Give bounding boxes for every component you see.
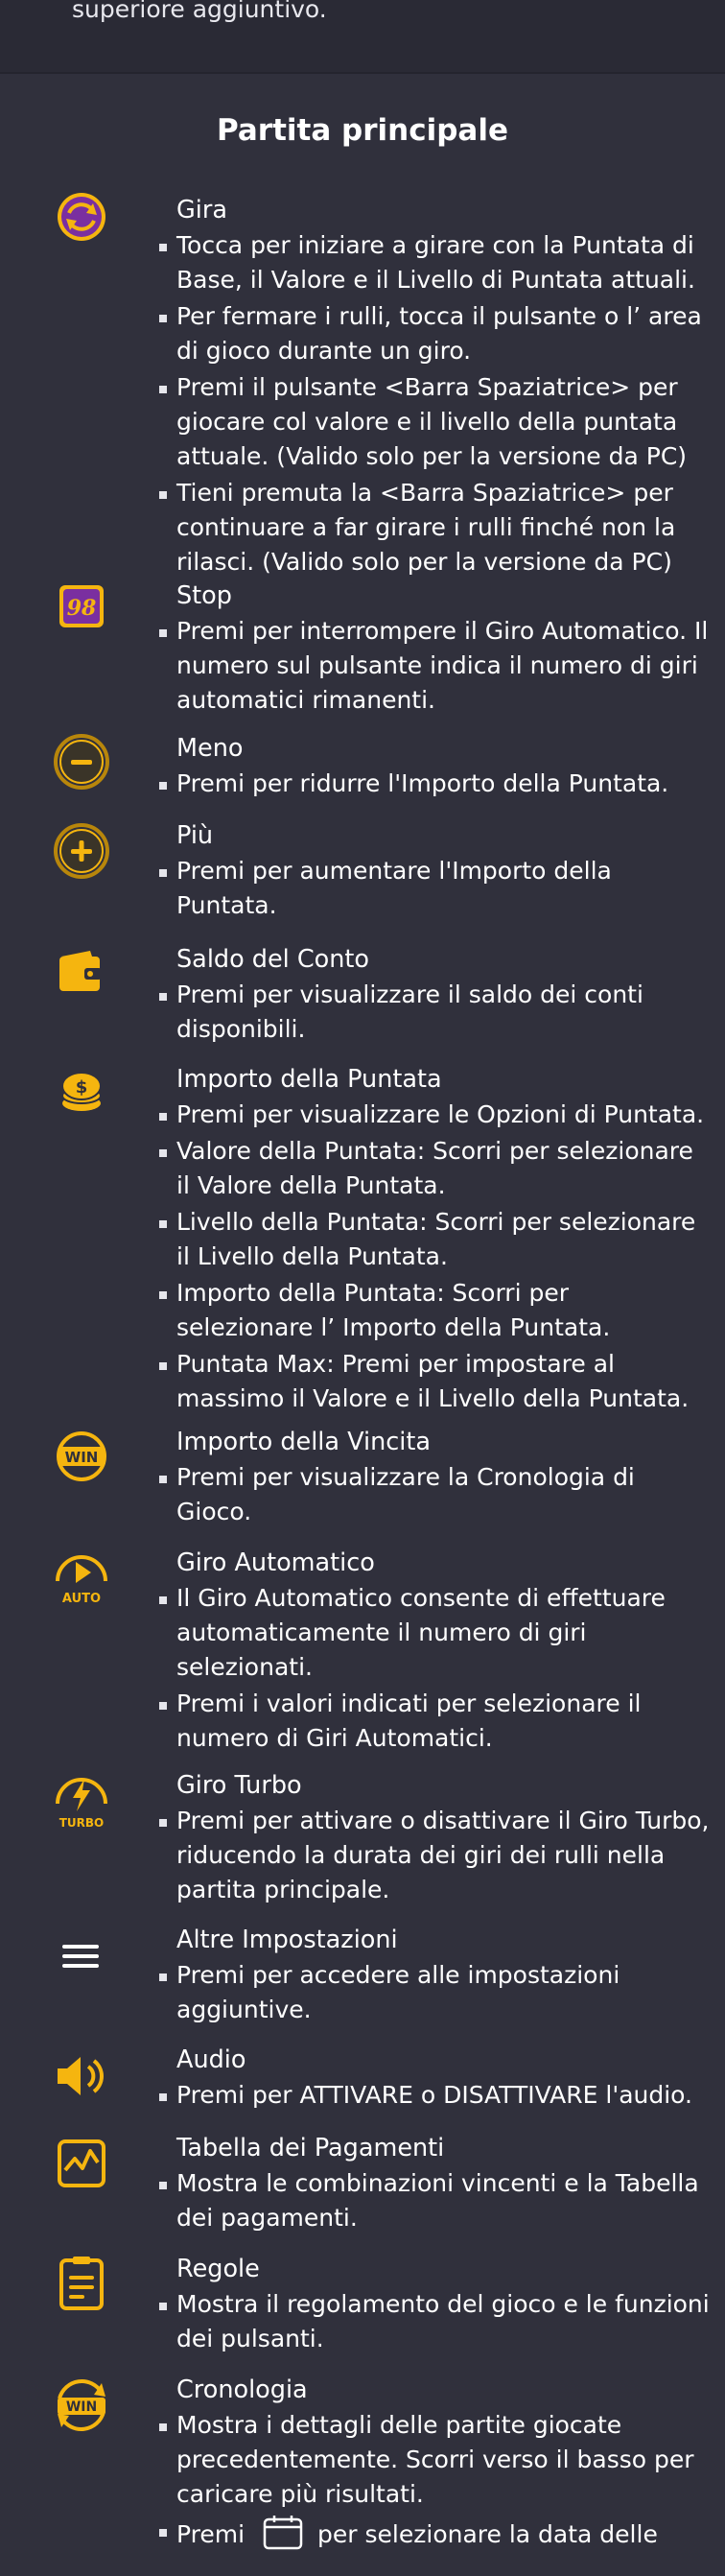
bullet: Premi per interrompere il Giro Automatico. Il numero sul pulsante indica il numero di giri automatici rimanenti. [176, 614, 710, 718]
stop-counter-label: 98 [66, 596, 97, 621]
bullet: Premi per ATTIVARE o DISATTIVARE l'audio. [176, 2078, 710, 2113]
entry-name: Altre Impostazioni [176, 1926, 398, 1954]
paytable-icon [48, 2130, 115, 2197]
win-label: WIN [64, 1449, 99, 1466]
bullet-calendar [176, 2514, 710, 2552]
bullet: Premi per ridurre l'Importo della Puntata. [176, 767, 710, 801]
bullet: Premi per visualizzare il saldo dei conti disponibili. [176, 978, 710, 1047]
bullet: Mostra le combinazioni vincenti e la Tabella dei pagamenti. [176, 2166, 710, 2235]
bullet: Premi per attivare o disattivare il Giro Turbo, riducendo la durata dei giri dei rulli nella partita principale. [176, 1804, 710, 1907]
autoplay-icon [48, 1545, 115, 1612]
entry-name: Cronologia [176, 2375, 308, 2404]
wallet-icon [48, 941, 115, 1008]
plus-icon [48, 817, 115, 885]
bullet: Livello della Puntata: Scorri per selezionare il Livello della Puntata. [176, 1205, 710, 1274]
speaker-icon [48, 2042, 115, 2109]
minus-icon [48, 730, 115, 797]
entry-name: Giro Turbo [176, 1771, 302, 1800]
spin-icon [48, 192, 115, 259]
history-win-label: WIN [65, 2399, 98, 2415]
entry-name: Meno [176, 734, 244, 763]
bullet: Premi il pulsante <Barra Spaziatrice> per giocare col valore e il livello della puntata attuale. (Valido solo per la versione da PC) [176, 370, 710, 474]
auto-label: AUTO [61, 1592, 102, 1606]
entry-name: Importo della Vincita [176, 1428, 431, 1456]
coins-icon [48, 1061, 115, 1128]
history-icon [48, 2372, 115, 2439]
bullet: Valore della Puntata: Scorri per selezionare il Valore della Puntata. [176, 1134, 710, 1203]
bullet: Puntata Max: Premi per impostare al massimo il Valore e il Livello della Puntata. [176, 1347, 710, 1416]
bullet: Tocca per iniziare a girare con la Puntata di Base, il Valore e il Livello di Puntata attuali. [176, 228, 710, 297]
bullet: Tieni premuta la <Barra Spaziatrice> per continuare a far girare i rulli finché non la rilasci. (Valido solo per la versione da PC) [176, 476, 710, 579]
win-icon [48, 1424, 115, 1491]
entry-name: Importo della Puntata [176, 1065, 442, 1094]
calendar-icon [262, 2514, 304, 2550]
entry-name: Gira [176, 196, 227, 225]
bullet: Mostra il regolamento del gioco e le funzioni dei pulsanti. [176, 2287, 710, 2356]
bullet: Importo della Puntata: Scorri per selezionare l’ Importo della Puntata. [176, 1276, 710, 1345]
section-title: Partita principale [216, 113, 508, 148]
calendar-bullet-before: Premi [176, 2520, 246, 2548]
bullet: Premi per visualizzare la Cronologia di Gioco. [176, 1460, 710, 1529]
bullet: Premi i valori indicati per selezionare il numero di Giri Automatici. [176, 1687, 710, 1756]
entry-name: Più [176, 821, 214, 850]
turbo-icon [48, 1767, 115, 1834]
menu-icon [48, 1922, 115, 1989]
stop-counter-icon [48, 578, 115, 645]
entry-name: Giro Automatico [176, 1548, 375, 1577]
bullet: Mostra i dettagli delle partite giocate precedentemente. Scorri verso il basso per caricare più risultati. [176, 2408, 710, 2512]
entry-name: Saldo del Conto [176, 945, 370, 974]
entry-name: Tabella dei Pagamenti [176, 2134, 445, 2162]
turbo-label: TURBO [58, 1816, 105, 1830]
bullet: Premi per visualizzare le Opzioni di Puntata. [176, 1098, 710, 1132]
bullet: Il Giro Automatico consente di effettuare automaticamente il numero di giri selezionati. [176, 1581, 710, 1685]
rules-icon [48, 2251, 115, 2318]
bullet: Per fermare i rulli, tocca il pulsante o l’ area di gioco durante un giro. [176, 299, 710, 368]
previous-section-text: superiore aggiuntivo. [72, 0, 327, 23]
bullet: Premi per accedere alle impostazioni aggiuntive. [176, 1958, 710, 2027]
entry-name: Stop [176, 581, 232, 610]
bullet: Premi per aumentare l'Importo della Puntata. [176, 854, 710, 923]
entry-name: Regole [176, 2255, 260, 2283]
previous-section-end [0, 0, 725, 74]
entry-name: Audio [176, 2045, 246, 2074]
svg-text:$: $ [75, 1077, 88, 1098]
calendar-bullet-after: per selezionare la data delle [317, 2520, 658, 2548]
